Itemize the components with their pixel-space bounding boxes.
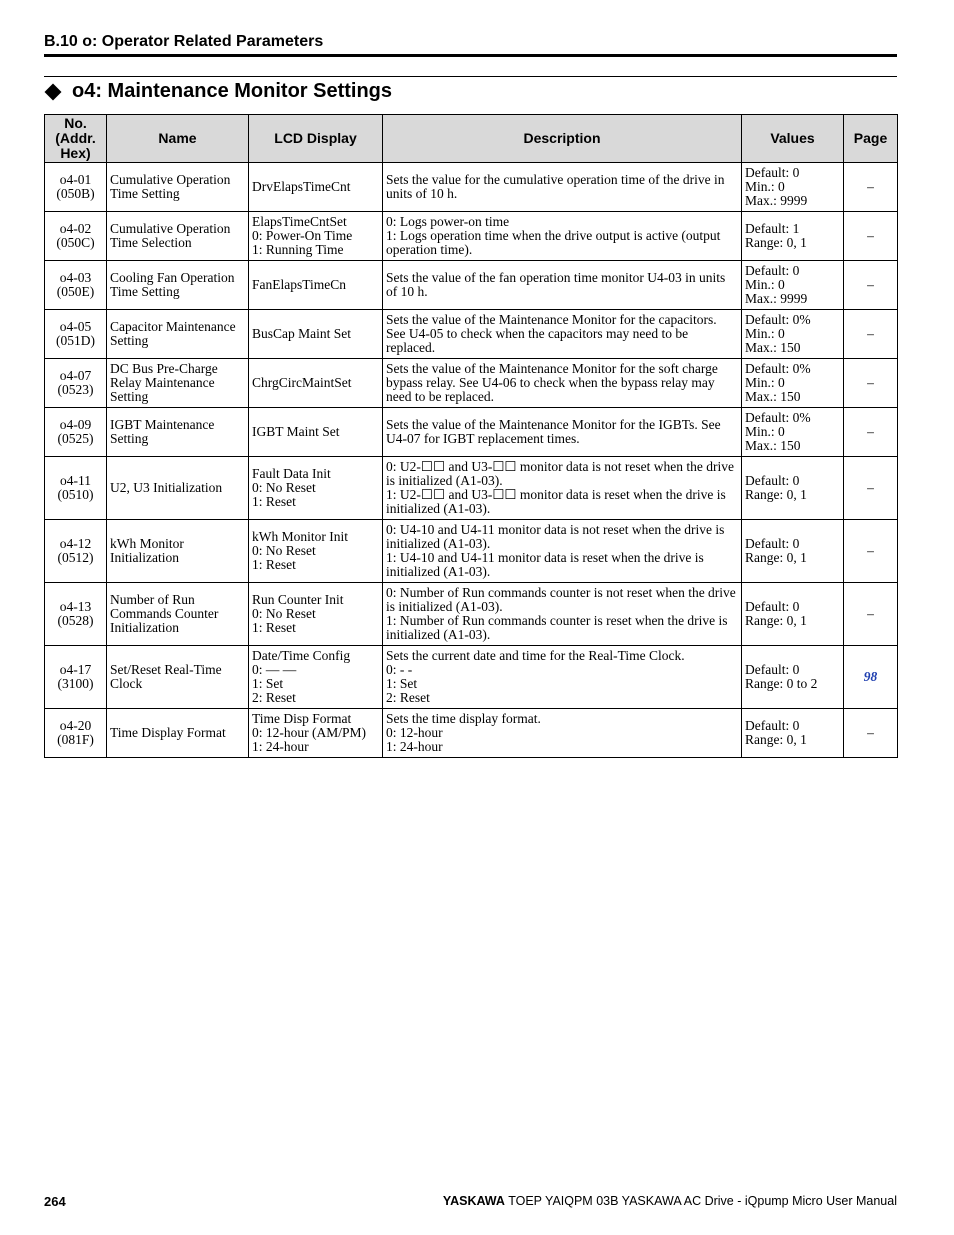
footer-manual-title	[443, 1194, 897, 1208]
cell-values: Default: 0 Range: 0, 1	[742, 583, 844, 646]
cell-description: Sets the current date and time for the Real-Time Clock. 0: - - 1: Set 2: Reset	[383, 646, 742, 709]
section-title	[44, 80, 392, 103]
footer-manual-text: TOEP YAIQPM 03B YASKAWA AC Drive - iQpump Micro User Manual	[508, 1194, 897, 1208]
table-row	[45, 261, 898, 310]
cell-description: Sets the value of the Maintenance Monitor for the capacitors. See U4-05 to check when the capacitors may need to be replaced.	[383, 310, 742, 359]
cell-description: Sets the time display format. 0: 12-hour 1: 24-hour	[383, 709, 742, 758]
cell-values: Default: 0% Min.: 0 Max.: 150	[742, 310, 844, 359]
cell-lcd-display: Date/Time Config 0: — — 1: Set 2: Reset	[249, 646, 383, 709]
cell-param-name: Set/Reset Real-Time Clock	[107, 646, 249, 709]
cell-description: 0: Logs power-on time 1: Logs operation time when the drive output is active (output operation time).	[383, 212, 742, 261]
cell-param-no: o4-13 (0528)	[45, 583, 107, 646]
col-header-values: Values	[742, 115, 844, 163]
cell-param-name: U2, U3 Initialization	[107, 457, 249, 520]
table-row	[45, 709, 898, 758]
cell-param-no: o4-01 (050B)	[45, 163, 107, 212]
parameter-table	[44, 114, 898, 758]
cell-param-no: o4-07 (0523)	[45, 359, 107, 408]
cell-description: 0: U2-☐☐ and U3-☐☐ monitor data is not reset when the drive is initialized (A1-03). 1: U2-☐☐ and U3-☐☐ monitor data is reset when the drive is initialized (A1-03).	[383, 457, 742, 520]
cell-param-name: Cumulative Operation Time Selection	[107, 212, 249, 261]
cell-description: Sets the value of the fan operation time monitor U4-03 in units of 10 h.	[383, 261, 742, 310]
cell-param-name: IGBT Maintenance Setting	[107, 408, 249, 457]
cell-lcd-display: ChrgCircMaintSet	[249, 359, 383, 408]
footer-brand: YASKAWA	[442, 1194, 505, 1208]
cell-lcd-display: kWh Monitor Init 0: No Reset 1: Reset	[249, 520, 383, 583]
cell-values: Default: 0 Range: 0 to 2	[742, 646, 844, 709]
cell-values: Default: 0 Range: 0, 1	[742, 709, 844, 758]
cell-values: Default: 0 Range: 0, 1	[742, 520, 844, 583]
cell-values: Default: 0% Min.: 0 Max.: 150	[742, 408, 844, 457]
cell-description: 0: Number of Run commands counter is not reset when the drive is initialized (A1-03). 1: Number of Run commands counter is reset when the drive is initialized (A1-03).	[383, 583, 742, 646]
cell-page: –	[844, 212, 898, 261]
cell-values: Default: 1 Range: 0, 1	[742, 212, 844, 261]
cell-param-name: Time Display Format	[107, 709, 249, 758]
col-header-description: Description	[383, 115, 742, 163]
table-row	[45, 520, 898, 583]
page-link[interactable]: 98	[863, 669, 878, 684]
col-header-no: No. (Addr. Hex)	[45, 115, 107, 163]
cell-page	[844, 646, 898, 709]
cell-param-no: o4-05 (051D)	[45, 310, 107, 359]
cell-values: Default: 0 Range: 0, 1	[742, 457, 844, 520]
cell-page: –	[844, 408, 898, 457]
table-row	[45, 408, 898, 457]
cell-param-no: o4-17 (3100)	[45, 646, 107, 709]
cell-lcd-display: FanElapsTimeCn	[249, 261, 383, 310]
section-title-text: o4: Maintenance Monitor Settings	[72, 80, 393, 102]
cell-param-no: o4-02 (050C)	[45, 212, 107, 261]
cell-page: –	[844, 163, 898, 212]
cell-page: –	[844, 457, 898, 520]
cell-param-name: Cooling Fan Operation Time Setting	[107, 261, 249, 310]
col-header-page: Page	[844, 115, 898, 163]
title-rule	[44, 76, 897, 77]
cell-lcd-display: IGBT Maint Set	[249, 408, 383, 457]
cell-page: –	[844, 359, 898, 408]
table-row	[45, 359, 898, 408]
cell-description: Sets the value for the cumulative operation time of the drive in units of 10 h.	[383, 163, 742, 212]
table-row	[45, 212, 898, 261]
cell-page: –	[844, 520, 898, 583]
table-row	[45, 310, 898, 359]
cell-param-no: o4-03 (050E)	[45, 261, 107, 310]
cell-page: –	[844, 261, 898, 310]
table-row	[45, 583, 898, 646]
cell-param-name: Cumulative Operation Time Setting	[107, 163, 249, 212]
header-rule	[44, 54, 897, 57]
cell-lcd-display: BusCap Maint Set	[249, 310, 383, 359]
cell-param-no: o4-20 (081F)	[45, 709, 107, 758]
diamond-bullet-icon	[45, 83, 62, 100]
cell-values: Default: 0% Min.: 0 Max.: 150	[742, 359, 844, 408]
cell-param-no: o4-11 (0510)	[45, 457, 107, 520]
cell-page: –	[844, 583, 898, 646]
cell-lcd-display: Fault Data Init 0: No Reset 1: Reset	[249, 457, 383, 520]
cell-param-name: DC Bus Pre-Charge Relay Maintenance Setting	[107, 359, 249, 408]
table-header-row	[45, 115, 898, 163]
cell-lcd-display: ElapsTimeCntSet 0: Power-On Time 1: Running Time	[249, 212, 383, 261]
cell-page: –	[844, 310, 898, 359]
page-number: 264	[44, 1194, 66, 1209]
cell-description: Sets the value of the Maintenance Monitor for the IGBTs. See U4-07 for IGBT replacement times.	[383, 408, 742, 457]
cell-values: Default: 0 Min.: 0 Max.: 9999	[742, 261, 844, 310]
cell-values: Default: 0 Min.: 0 Max.: 9999	[742, 163, 844, 212]
cell-description: Sets the value of the Maintenance Monitor for the soft charge bypass relay. See U4-06 to check when the bypass relay may need to be replaced.	[383, 359, 742, 408]
cell-param-name: Capacitor Maintenance Setting	[107, 310, 249, 359]
cell-param-no: o4-12 (0512)	[45, 520, 107, 583]
cell-param-name: Number of Run Commands Counter Initialization	[107, 583, 249, 646]
cell-description: 0: U4-10 and U4-11 monitor data is not reset when the drive is initialized (A1-03). 1: U4-10 and U4-11 monitor data is reset when the drive is initialized (A1-03).	[383, 520, 742, 583]
col-header-name: Name	[107, 115, 249, 163]
col-header-lcd: LCD Display	[249, 115, 383, 163]
cell-param-no: o4-09 (0525)	[45, 408, 107, 457]
section-header: B.10 o: Operator Related Parameters	[44, 33, 324, 50]
cell-lcd-display: Time Disp Format 0: 12-hour (AM/PM) 1: 24-hour	[249, 709, 383, 758]
table-row	[45, 163, 898, 212]
cell-lcd-display: Run Counter Init 0: No Reset 1: Reset	[249, 583, 383, 646]
table-row	[45, 457, 898, 520]
cell-lcd-display: DrvElapsTimeCnt	[249, 163, 383, 212]
cell-page: –	[844, 709, 898, 758]
table-row	[45, 646, 898, 709]
cell-param-name: kWh Monitor Initialization	[107, 520, 249, 583]
